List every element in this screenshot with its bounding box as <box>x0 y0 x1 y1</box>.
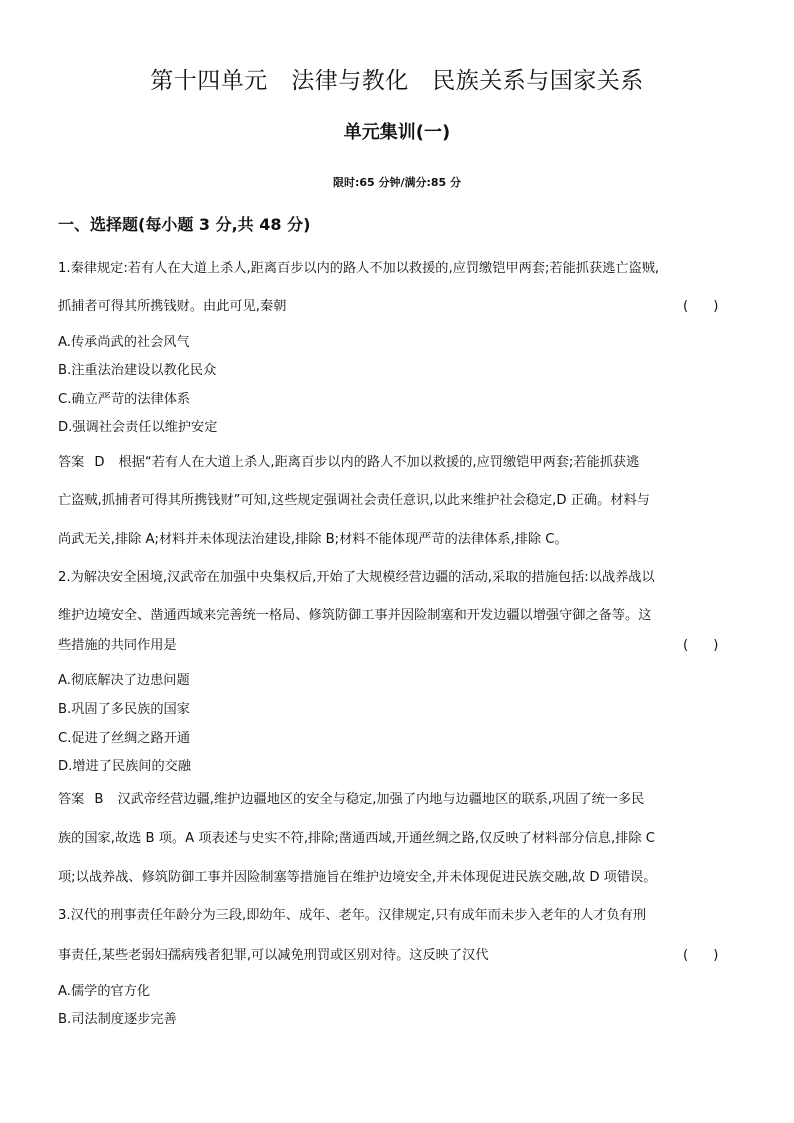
unit-title: 第十四单元 法律与教化 民族关系与国家关系 <box>150 68 644 94</box>
question-2-answer <box>58 793 644 806</box>
question-1-explanation-2: 亡盗贼,抓捕者可得其所携钱财”可知,这些规定强调社会责任意识,以此来维护社会稳定,D 正确。材料与 <box>58 493 650 508</box>
question-1-line-2: 抓捕者可得其所携钱财。由此可见,秦朝 <box>58 299 287 314</box>
question-1-option-b: B.注重法治建设以教化民众 <box>58 363 217 378</box>
question-1-option-c: C.确立严苛的法律体系 <box>58 392 191 407</box>
question-3-option-a: A.儒学的官方化 <box>58 984 151 999</box>
question-1-option-a: A.传承尚武的社会风气 <box>58 335 190 350</box>
question-1-answer <box>58 456 639 469</box>
answer-label: 答案 <box>58 455 85 470</box>
question-1-line-1: 1.秦律规定:若有人在大道上杀人,距离百步以内的路人不加以救援的,应罚缴铠甲两套;若能抓获逃亡盗贼, <box>58 261 660 276</box>
question-2-option-c: C.促进了丝绸之路开通 <box>58 731 191 746</box>
question-1-option-d: D.强调社会责任以维护安定 <box>58 420 218 435</box>
question-3-option-b: B.司法制度逐步完善 <box>58 1012 177 1027</box>
question-2-line-3: 些措施的共同作用是 <box>58 638 177 653</box>
question-2-option-a: A.彻底解决了边患问题 <box>58 673 190 688</box>
question-2-option-d: D.增进了民族间的交融 <box>58 759 192 774</box>
page-subtitle: 单元集训(一) <box>343 122 451 143</box>
question-3-line-1: 3.汉代的刑事责任年龄分为三段,即幼年、成年、老年。汉律规定,只有成年而未步入老年的人才负有刑 <box>58 908 647 923</box>
question-3-line-2: 事责任,某些老弱妇孺病残者犯罪,可以减免刑罚或区别对待。这反映了汉代 <box>58 948 489 963</box>
answer-letter: D <box>94 455 105 470</box>
explanation-line: 汉武帝经营边疆,维护边疆地区的安全与稳定,加强了内地与边疆地区的联系,巩固了统一多民 <box>117 792 645 807</box>
question-2-line-2: 维护边境安全、凿通西域来完善统一格局、修筑防御工事并因险制塞和开发边疆以增强守御之备等。这 <box>58 608 652 623</box>
time-score-limit: 限时:65 分钟/满分:85 分 <box>332 176 462 189</box>
answer-label: 答案 <box>58 792 85 807</box>
answer-blank: ( ) <box>683 948 719 963</box>
explanation-line: 根据“若有人在大道上杀人,距离百步以内的路人不加以救援的,应罚缴铠甲两套;若能抓获逃 <box>118 455 640 470</box>
question-2-explanation-2: 族的国家,故选 B 项。A 项表述与史实不符,排除;凿通西域,开通丝绸之路,仅反映了材料部分信息,排除 C <box>58 831 655 846</box>
question-1-explanation-3: 尚武无关,排除 A;材料并未体现法治建设,排除 B;材料不能体现严苛的法律体系,排除 C。 <box>58 532 568 547</box>
question-2-explanation-3: 项;以战养战、修筑防御工事并因险制塞等措施旨在维护边境安全,并未体现促进民族交融,故 D 项错误。 <box>58 870 657 885</box>
question-2-option-b: B.巩固了多民族的国家 <box>58 702 190 717</box>
answer-letter: B <box>94 792 104 807</box>
answer-blank: ( ) <box>683 299 719 314</box>
question-2-line-1: 2.为解决安全困境,汉武帝在加强中央集权后,开始了大规模经营边疆的活动,采取的措施包括:以战养战以 <box>58 570 655 585</box>
answer-blank: ( ) <box>683 638 719 653</box>
section-heading: 一、选择题(每小题 3 分,共 48 分) <box>58 215 311 234</box>
